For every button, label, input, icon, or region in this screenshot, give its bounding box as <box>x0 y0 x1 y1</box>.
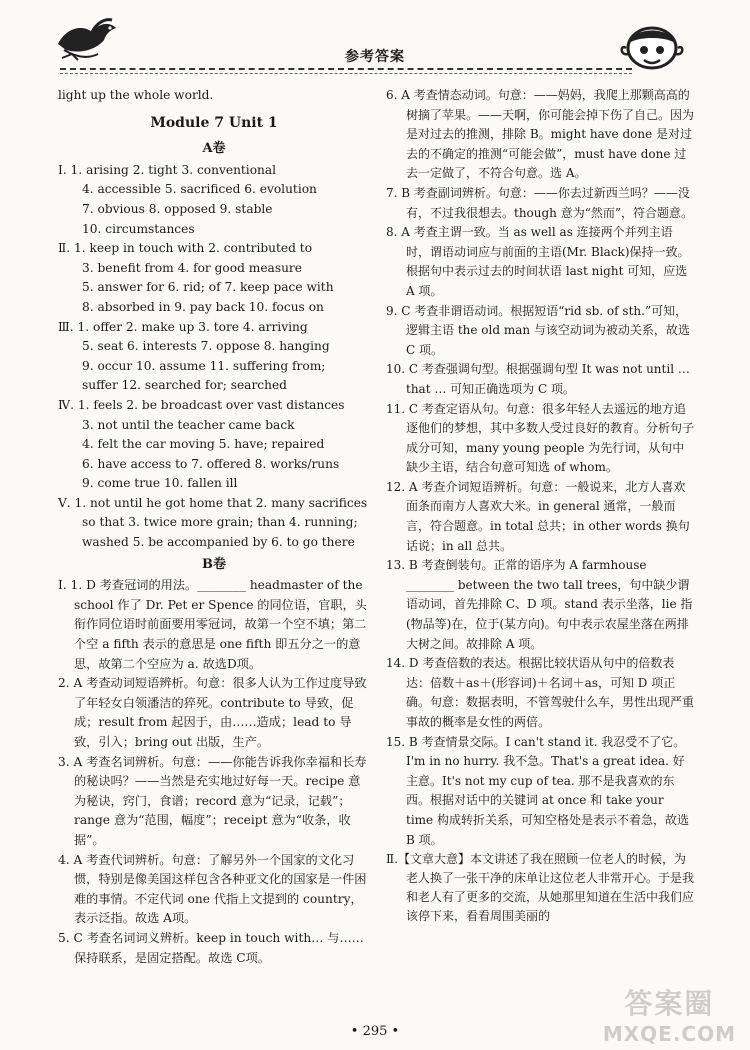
header-divider <box>60 68 632 70</box>
answer-line: 3. A 考查名词辨析。句意：——你能告诉我你幸福和长寿的秘诀吗？——当然是充实地过好每一天。recipe 意为秘诀，窍门，食谱；record 意为“记录，记载”；range 意为“范围，幅度”；receipt 意为“收条，收据”。 <box>58 754 367 847</box>
section-a-heading: A卷 <box>202 141 226 157</box>
answer-line: Ⅳ. 1. feels 2. be broadcast over vast distances <box>58 397 345 412</box>
answer-line: Ⅰ. 1. arising 2. tight 3. conventional <box>58 162 277 177</box>
page-number: • 295 • <box>350 1024 400 1039</box>
answer-line: 15. B 考查情景交际。I can't stand it. 我忍受不了它。I'm in no hurry. 我不急。That's a great idea. 好主意。It's not my cup of tea. 那不是我喜欢的东西。根据对话中的关键词 at once 和 take your time 构成转折关系，可知空格处是表示不着急，故选 B 项。 <box>386 734 689 847</box>
answer-line: Ⅲ. 1. offer 2. make up 3. tore 4. arriving <box>58 319 308 334</box>
answer-line: 9. C 考查非谓语动词。根据短语“rid sb. of sth.”可知，逻辑主语 the old man 与该空动词为被动关系，故选 C 项。 <box>386 303 690 357</box>
site-watermark <box>603 982 736 1046</box>
answer-line: 7. B 考查副词辨析。句意：——你去过新西兰吗？——没有，不过我很想去。though 意为“然而”，符合题意。 <box>386 185 693 220</box>
section-b-heading: B卷 <box>202 556 226 572</box>
module-title: Module 7 Unit 1 <box>150 114 278 131</box>
answer-line: 5. seat 6. interests 7. oppose 8. hanging <box>82 339 330 354</box>
right-answers <box>386 86 694 850</box>
answer-line: 8. absorbed in 9. pay back 10. focus on <box>82 299 324 314</box>
answer-line: 11. C 考查定语从句。句意：很多年轻人去遥远的地方追逐他们的梦想，其中多数人受过良好的教育。分析句子成分可知，many young people 为先行词，从句中缺少主语，结合句意可知选 of whom。 <box>386 401 695 475</box>
answer-line: 4. felt the car moving 5. have; repaired <box>82 437 325 452</box>
answer-line: 14. D 考查倍数的表达。根据比较状语从句中的倍数表达：倍数＋as＋(形容词)＋名词＋as，可知 D 项正确。句意：数据表明，不管驾驶什么车，男性出现严重事故的概率是女性的两倍。 <box>386 656 695 729</box>
section-a-answers <box>58 161 370 553</box>
answer-line: Ⅰ. 1. D 考查冠词的用法。________ headmaster of the school 作了 Dr. Pet er Spence 的同位语，官职，头衔作同位语时前面要用零冠词，故第一个空不填；第二个空 a fifth 表示的意思是 one fifth 即五分之一的意思，故第二个空应为 a. 故选D项。 <box>58 578 367 671</box>
answer-line: 7. obvious 8. opposed 9. stable <box>82 201 273 216</box>
left-column <box>58 86 370 968</box>
cartoon-face-icon <box>620 18 684 74</box>
article-summary: Ⅱ.【文章大意】本文讲述了我在照顾一位老人的时候，为老人换了一张干净的床单让这位老人非常开心。于是我和老人有了更多的交流，从她那里知道在生活中我们应该停下来，看看周围美丽的 <box>386 852 695 924</box>
answer-line: 12. A 考查介词短语辨析。句意：一般说来，北方人喜欢面条而南方人喜欢大米。in general 通常，一般而言，符合题意。in total 总共；in other words 换句话说；in all 总共。 <box>386 479 690 553</box>
page-header <box>0 0 750 78</box>
answer-line: 6. A 考查情态动词。句意：——妈妈，我爬上那颗高高的树摘了苹果。——天啊，你可能会掉下伤了自己。因为是对过去的推测，排除 B。might have done 是对过去的不确定的推测“可能会做”，must have done 过去一定做了，不符合句意。选 A。 <box>386 88 695 181</box>
answer-line: 6. have access to 7. offered 8. works/runs <box>82 456 340 471</box>
watermark-url: MXQE.COM <box>602 1022 736 1046</box>
answer-line: 5. C 考查名词词义辨析。keep in touch with… 与……保持联系，是固定搭配。故选 C项。 <box>58 930 364 965</box>
answer-line: suffer 12. searched for; searched <box>82 378 287 393</box>
answer-line: 4. A 考查代词辨析。句意：了解另外一个国家的文化习惯，特别是像美国这样包含各种亚文化的国家是一件困难的事情。不定代词 one 代指上文提到的 country，表示泛指。故选 A项。 <box>58 852 367 926</box>
header-divider-secondary <box>60 73 632 74</box>
header-title: 参考答案 <box>345 49 405 65</box>
answer-line: 13. B 考查倒装句。正常的语序为 A farmhouse ________ between the two tall trees，句中缺少谓语动词，首先排除 C、D 项。stand 表示坐落，lie 指(物品等)在，位于(某方向)。句中表示农屋坐落在两排大树之间。故排除 A 项。 <box>386 558 693 651</box>
answer-line: 10. C 考查强调句型。根据强调句型 It was not until … that … 可知正确选项为 C 项。 <box>386 362 690 396</box>
answer-line: washed 5. be accompanied by 6. to go there <box>82 535 355 550</box>
answer-line: 3. benefit from 4. for good measure <box>82 260 302 275</box>
continued-text: light up the whole world. <box>58 88 214 102</box>
answer-line: 9. come true 10. fallen ill <box>82 476 238 491</box>
answer-line: Ⅴ. 1. not until he got home that 2. many sacrifices <box>58 495 368 510</box>
answer-line: Ⅱ. 1. keep in touch with 2. contributed to <box>58 241 313 256</box>
answer-line: 8. A 考查主谓一致。当 as well as 连接两个并列主语时，谓语动词应与前面的主语(Mr. Black)保持一致。根据句中表示过去的时间状语 last night 可知，应选 A 项。 <box>386 225 690 298</box>
answer-line: 10. circumstances <box>82 221 195 236</box>
answer-line: so that 3. twice more grain; than 4. running; <box>82 515 358 530</box>
section-b-answers <box>58 576 370 968</box>
answer-line: 9. occur 10. assume 11. suffering from; <box>82 358 326 373</box>
watermark-logo-text: 答案圈 <box>624 987 715 1020</box>
answer-line: 3. not until the teacher came back <box>82 417 295 432</box>
answer-line: 5. answer for 6. rid; of 7. keep pace with <box>82 280 334 295</box>
right-column <box>386 86 694 926</box>
answer-line: 4. accessible 5. sacrificed 6. evolution <box>82 182 317 197</box>
answer-line: 2. A 考查动词短语辨析。句意：很多人认为工作过度导致了年轻女白领潘洁的猝死。contribute to 导致，促成；result from 起因于，由……造成；lead to 导致，引入；bring out 出版，生产。 <box>58 676 367 749</box>
